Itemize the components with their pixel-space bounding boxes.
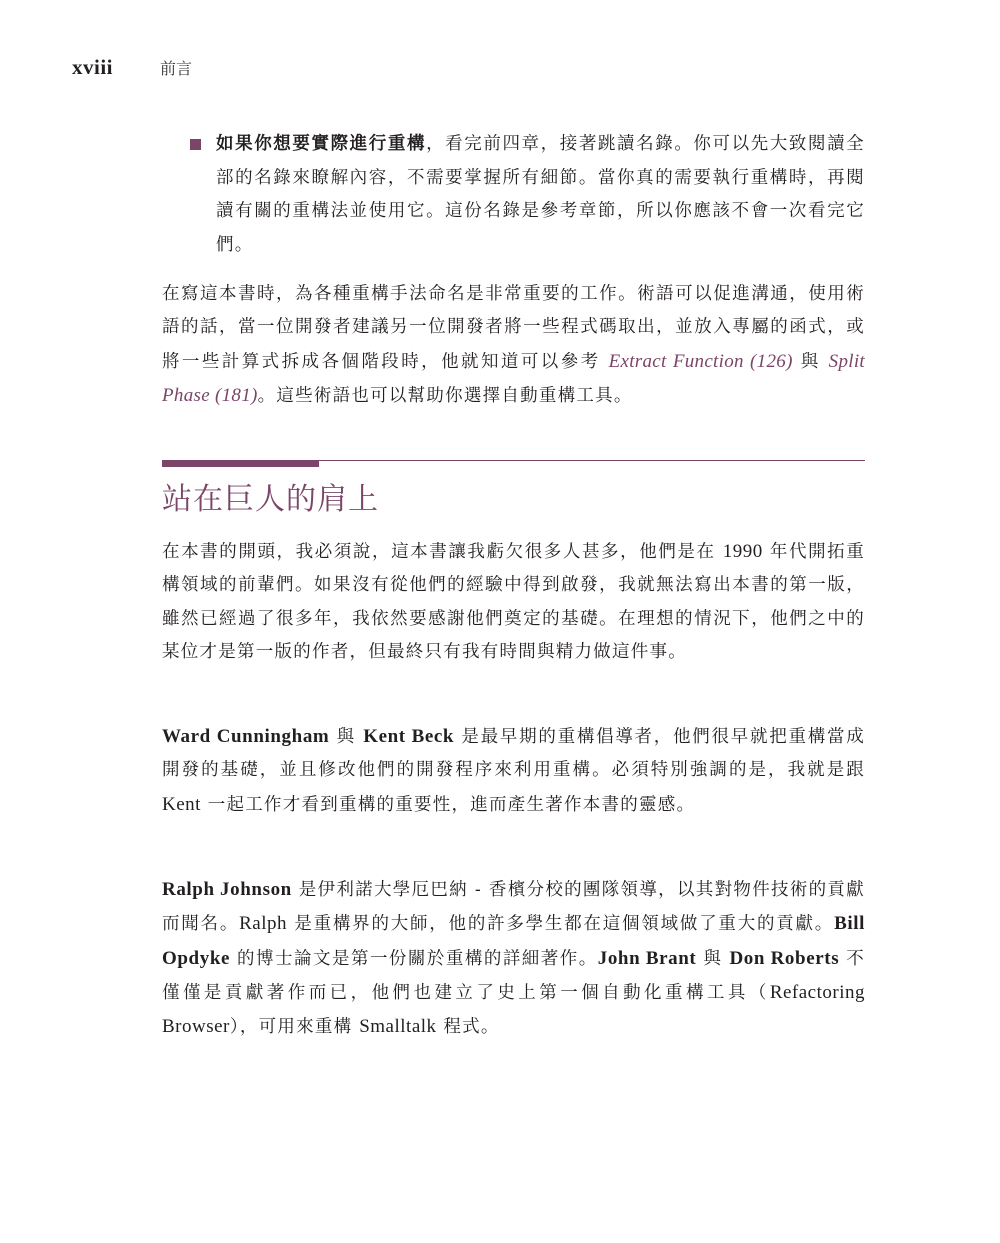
split-phase-reference: Split Phase (181) [162, 350, 865, 406]
para4-text5: 不僅僅是貢獻著作而已，他們也建立了史上第一個自動化重構工具（ [162, 948, 865, 1003]
name-ralph: Ralph [239, 913, 287, 935]
tool-refactoring-browser: Refactoring Browser [162, 981, 865, 1038]
running-head [72, 55, 192, 85]
name-kent: Kent [162, 793, 201, 815]
para4-text3: 的博士論文是第一份關於重構的詳細著作。 [230, 948, 598, 969]
para4-text2: 是重構界的大師，他的許多學生都在這個領域做了重大的貢獻。 [287, 914, 835, 935]
language-smalltalk: Smalltalk [359, 1016, 437, 1038]
name-ralph-johnson: Ralph Johnson [162, 879, 292, 900]
paragraph-ralph-bill-john-don [162, 873, 865, 1044]
square-bullet-icon [190, 139, 201, 150]
para3-text3: 一起工作才看到重構的重要性，進而產生著作本書的靈感。 [200, 794, 696, 815]
para3-text1: 與 [329, 727, 364, 747]
para1-text2: 與 [792, 351, 829, 372]
extract-function-reference: Extract Function (126) [608, 350, 793, 372]
name-bill-opdyke: Bill Opdyke [162, 913, 866, 969]
bullet-body: ，看完前四章，接著跳讀名錄。你可以先大致閱讀全部的名錄來瞭解內容，不需要掌握所有細節。當你真的需要執行重構時，再閱讀有關的重構法並使用它。這份名錄是參考章節，所以你應該不會一次看完它們。 [216, 134, 865, 255]
para3-text2: 是最早期的重構倡導者，他們很早就把重構當成開發的基礎，並且修改他們的開發程序來利用重構。必須特別強調的是，我就是跟 [162, 727, 865, 781]
para1-text1: 在寫這本書時，為各種重構手法命名是非常重要的工作。術語可以促進溝通，使用術語的話，當一位開發者建議另一位開發者將一些程式碼取出，並放入專屬的函式，或將一些計算式拆成各個階段時，他就知道可以參考 [162, 284, 865, 372]
paragraph-terminology [162, 278, 865, 413]
name-ward-cunningham: Ward Cunningham [162, 726, 330, 747]
paragraph-acknowledgement [162, 535, 865, 669]
name-don-roberts: Don Roberts [729, 947, 840, 969]
bullet-bold-lead: 如果你想要實際進行重構 [216, 134, 427, 154]
running-title: 前言 [160, 59, 193, 78]
para4-text4: 與 [696, 948, 730, 969]
page-number: xviii [72, 55, 114, 79]
name-kent-beck: Kent Beck [363, 726, 455, 747]
bullet-text [216, 128, 865, 262]
year-1990: 1990 [722, 541, 763, 562]
para1-text3: 。這些術語也可以幫助你選擇自動重構工具。 [257, 385, 633, 406]
section-heading: 站在巨人的肩上 [162, 482, 379, 517]
para4-text1: 是伊利諾大學厄巴納 - 香檳分校的團隊領導，以其對物件技術的貢獻而聞名。 [162, 880, 865, 935]
bullet-item [190, 128, 865, 262]
para2-text2: 年代開拓重構領域的前輩們。如果沒有從他們的經驗中得到啟發，我就無法寫出本書的第一版，雖然已經過了很多年，我依然要感謝他們奠定的基礎。在理想的情況下，他們之中的某位才是第一版的作者，但最終只有我有時間與精力做這件事。 [162, 542, 866, 662]
para4-text7: 程式。 [436, 1017, 500, 1038]
para2-text1: 在本書的開頭，我必須說，這本書讓我虧欠很多人甚多，他們是在 [162, 542, 723, 562]
paragraph-ward-kent [162, 720, 865, 822]
name-john-brant: John Brant [597, 947, 697, 969]
para4-text6: ），可用來重構 [229, 1017, 360, 1038]
section-rule-accent [162, 461, 319, 467]
